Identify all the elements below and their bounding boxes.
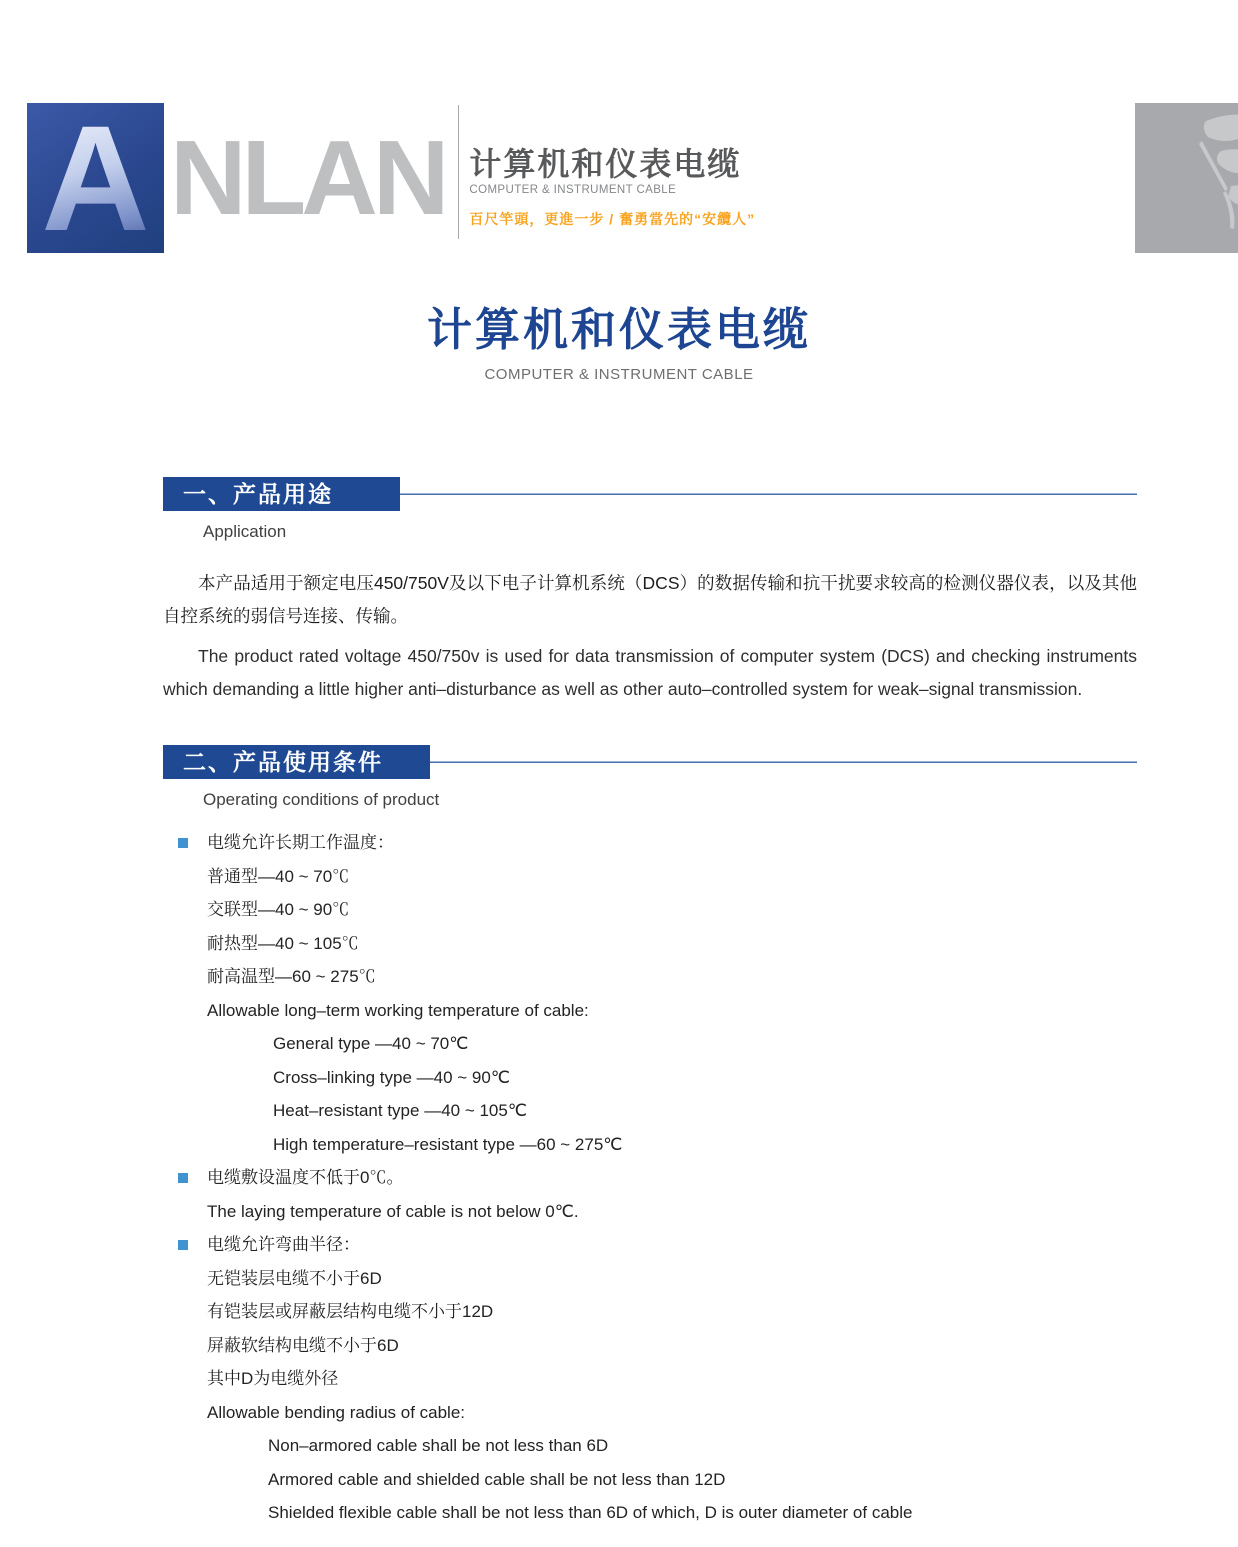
section1-subheading: Application — [203, 522, 287, 541]
list-item-text: Non–armored cable shall be not less than 6D — [268, 1436, 609, 1455]
list-item — [163, 1195, 1137, 1229]
list-item — [163, 1396, 1137, 1430]
list-item — [163, 1429, 1137, 1463]
list-item — [163, 1463, 1137, 1497]
list-item-text: High temperature–resistant type —60 ~ 275℃ — [273, 1134, 623, 1154]
list-item-text: Shielded flexible cable shall be not less than 6D of which, D is outer diameter of cable — [268, 1503, 913, 1522]
list-item-text: 屏蔽软结构电缆不小于6D — [207, 1335, 399, 1355]
application-paragraph-cn: 本产品适用于额定电压450/750V及以下电子计算机系统（DCS）的数据传输和抗干扰要求较高的检测仪器仪表，以及其他自控系统的弱信号连接、传输。 — [163, 573, 1137, 626]
list-item-text: 无铠装层电缆不小于6D — [207, 1268, 382, 1288]
bullet-icon — [178, 838, 188, 848]
section2-heading-row — [163, 745, 1137, 779]
logo-letter-a: A — [41, 94, 150, 262]
list-item-text: 普通型—40 ~ 70℃ — [207, 866, 350, 886]
page-title: 计算机和仪表电缆 — [426, 304, 811, 355]
list-item-text: 电缆允许长期工作温度： — [207, 833, 394, 852]
header-tagline: 百尺竿頭，更進一步 / 奮勇當先的“安纜人” — [469, 211, 756, 228]
section-operating-conditions — [163, 745, 1137, 1530]
page-subtitle: COMPUTER & INSTRUMENT CABLE — [484, 366, 754, 383]
section1-heading-band: 一、产品用途 — [163, 477, 400, 511]
list-item — [163, 927, 1137, 961]
list-item-text: Cross–linking type —40 ~ 90℃ — [273, 1067, 510, 1087]
list-item — [163, 1295, 1137, 1329]
list-item-text: Armored cable and shielded cable shall be not less than 12D — [268, 1469, 726, 1489]
header-titles — [469, 103, 755, 229]
list-item — [163, 994, 1137, 1028]
list-item-text: General type —40 ~ 70℃ — [273, 1034, 469, 1053]
list-item-text: The laying temperature of cable is not below 0℃. — [207, 1201, 579, 1221]
list-item — [163, 893, 1137, 927]
conditions-list — [163, 826, 1137, 1530]
list-item — [163, 1094, 1137, 1128]
header-divider — [458, 105, 459, 239]
leaf-icon — [1136, 111, 1238, 253]
anlan-logo-mark — [27, 94, 164, 262]
list-item-text: Heat–resistant type —40 ~ 105℃ — [273, 1101, 527, 1120]
section2-subheading: Operating conditions of product — [203, 790, 440, 809]
section2-heading-band: 二、产品使用条件 — [163, 745, 430, 779]
logo-wordmark: NLAN — [170, 119, 445, 237]
list-item — [163, 1161, 1137, 1195]
list-item-text: 电缆允许弯曲半径： — [207, 1235, 360, 1254]
list-item-text: 交联型—40 ~ 90℃ — [207, 900, 350, 919]
section1-heading-row — [163, 477, 1137, 511]
page-header — [27, 94, 1238, 262]
list-item — [163, 1329, 1137, 1363]
page-title-block — [0, 293, 1238, 383]
corner-decoration — [1135, 103, 1238, 253]
header-title-cn: 计算机和仪表电缆 — [469, 146, 742, 182]
list-item-text: 耐高温型—60 ~ 275℃ — [207, 967, 376, 986]
list-item-text: Allowable bending radius of cable: — [207, 1402, 466, 1422]
list-item — [163, 860, 1137, 894]
list-item — [163, 1061, 1137, 1095]
list-item — [163, 1228, 1137, 1262]
list-item-text: 其中D为电缆外径 — [207, 1369, 339, 1388]
section1-rule — [400, 493, 1137, 495]
application-paragraph-en: The product rated voltage 450/750v is used for data transmission of computer system (DCS) and checking instruments which demanding a little higher anti–disturbance as well as other auto–controlled system for weak–signal transmission. — [163, 646, 1137, 699]
list-item-text: 耐热型—40 ~ 105℃ — [207, 933, 359, 953]
list-item-text: Allowable long–term working temperature of cable: — [207, 1000, 589, 1020]
list-item — [163, 960, 1137, 994]
list-item — [163, 1262, 1137, 1296]
list-item — [163, 1496, 1137, 1530]
list-item — [163, 1128, 1137, 1162]
section-application — [163, 477, 1137, 706]
list-item — [163, 826, 1137, 860]
bullet-icon — [178, 1173, 188, 1183]
list-item-text: 电缆敷设温度不低于0℃。 — [207, 1168, 404, 1187]
list-item-text: 有铠装层或屏蔽层结构电缆不小于12D — [207, 1302, 494, 1321]
bullet-icon — [178, 1240, 188, 1250]
list-item — [163, 1027, 1137, 1061]
header-title-en: COMPUTER & INSTRUMENT CABLE — [469, 184, 677, 197]
header-row — [27, 94, 1238, 262]
list-item — [163, 1362, 1137, 1396]
section2-rule — [430, 761, 1137, 763]
